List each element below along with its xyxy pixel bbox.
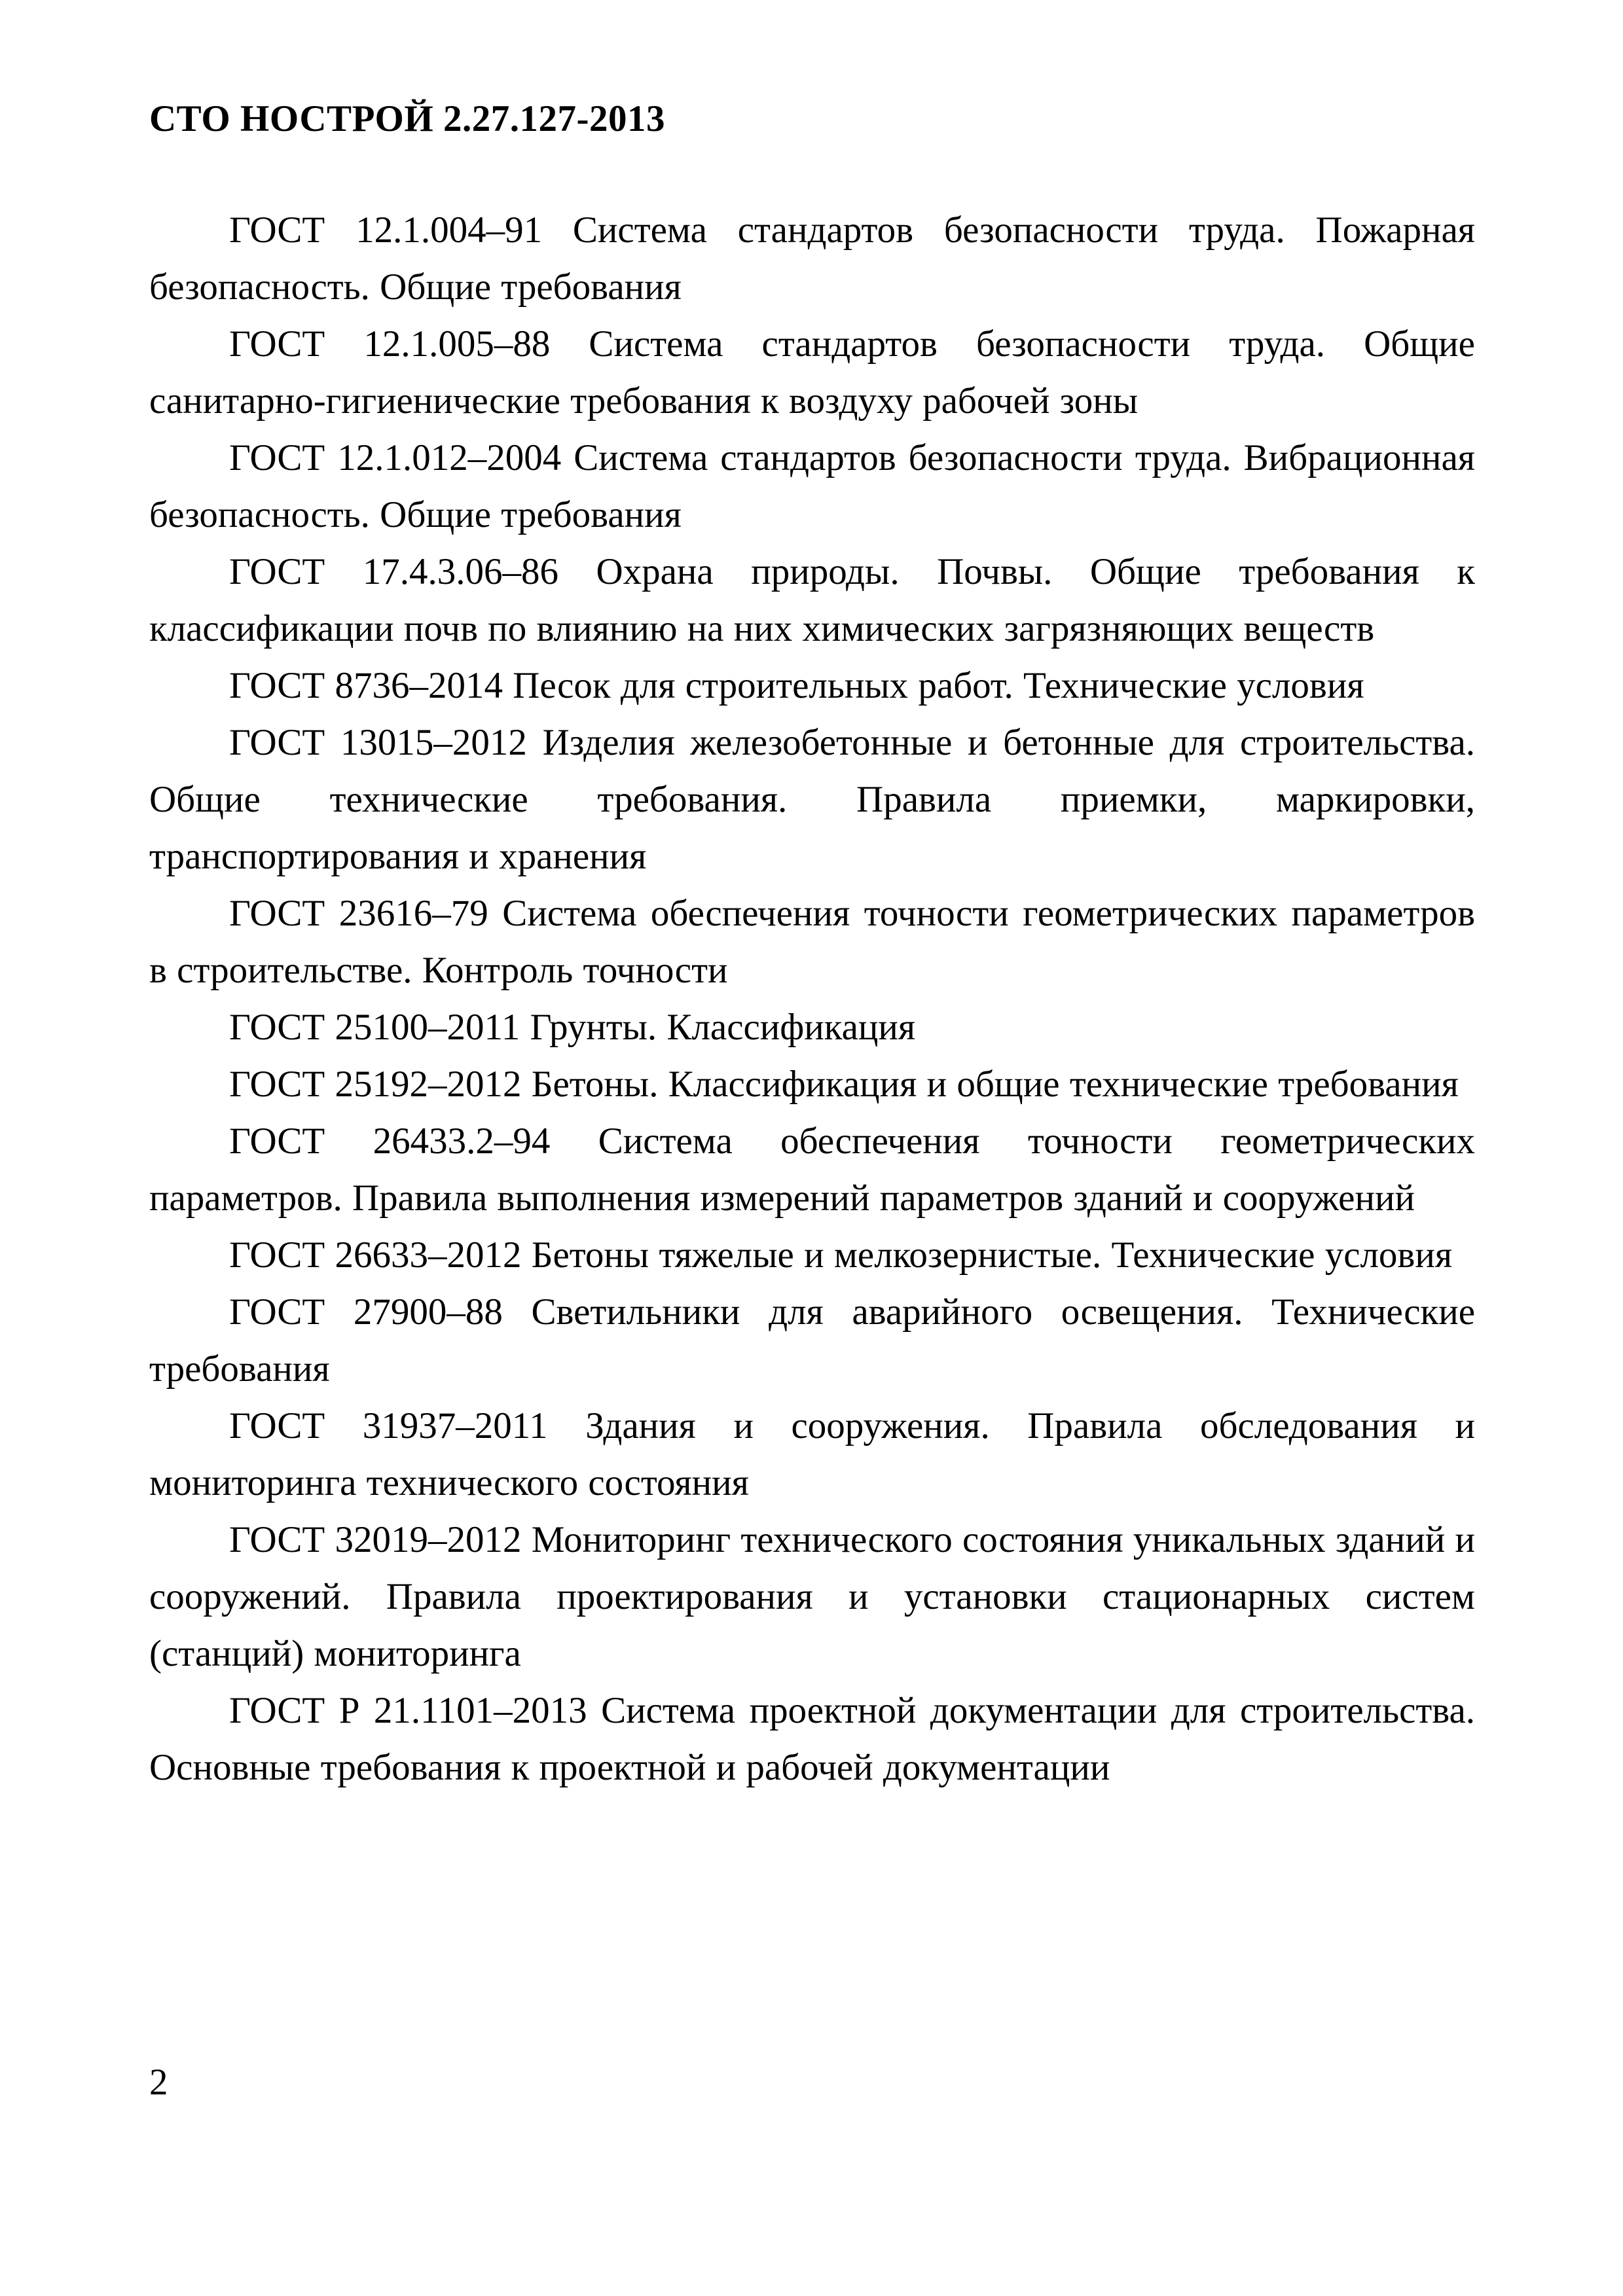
- reference-paragraph: ГОСТ 13015–2012 Изделия железобетонные и бетонные для строительства. Общие технические требования. Правила приемки, маркировки, транспортирования и хранения: [149, 722, 1475, 878]
- reference-paragraph: ГОСТ 12.1.005–88 Система стандартов безопасности труда. Общие санитарно-гигиенические требования к воздуху рабочей зоны: [149, 323, 1475, 422]
- reference-paragraph: ГОСТ 26433.2–94 Система обеспечения точности геометрических параметров. Правила выполнения измерений параметров зданий и сооружений: [149, 1121, 1475, 1219]
- reference-paragraph: ГОСТ Р 21.1101–2013 Система проектной документации для строительства. Основные требования к проектной и рабочей документации: [149, 1690, 1475, 1789]
- reference-paragraph: ГОСТ 8736–2014 Песок для строительных работ. Технические условия: [229, 665, 1364, 707]
- reference-paragraph: ГОСТ 32019–2012 Мониторинг технического состояния уникальных зданий и сооружений. Правила проектирования и установки стационарных систем (станций) мониторинга: [149, 1519, 1475, 1675]
- reference-paragraph: ГОСТ 12.1.004–91 Система стандартов безопасности труда. Пожарная безопасность. Общие требования: [149, 209, 1475, 308]
- reference-paragraph: ГОСТ 27900–88 Светильники для аварийного освещения. Технические требования: [149, 1291, 1475, 1390]
- reference-paragraph: ГОСТ 31937–2011 Здания и сооружения. Правила обследования и мониторинга технического состояния: [149, 1405, 1475, 1504]
- references-list: [149, 202, 1475, 1796]
- page-number: 2: [149, 2062, 168, 2103]
- reference-paragraph: ГОСТ 23616–79 Система обеспечения точности геометрических параметров в строительстве. Контроль точности: [149, 893, 1475, 992]
- reference-paragraph: ГОСТ 12.1.012–2004 Система стандартов безопасности труда. Вибрационная безопасность. Общие требования: [149, 437, 1475, 536]
- reference-paragraph: ГОСТ 26633–2012 Бетоны тяжелые и мелкозернистые. Технические условия: [229, 1234, 1453, 1276]
- reference-paragraph: ГОСТ 17.4.3.06–86 Охрана природы. Почвы. Общие требования к классификации почв по влиянию на них химических загрязняющих веществ: [149, 551, 1475, 650]
- document-header: СТО НОСТРОЙ 2.27.127-2013: [149, 98, 665, 139]
- reference-paragraph: ГОСТ 25100–2011 Грунты. Классификация: [229, 1007, 916, 1049]
- reference-paragraph: ГОСТ 25192–2012 Бетоны. Классификация и общие технические требования: [229, 1064, 1459, 1105]
